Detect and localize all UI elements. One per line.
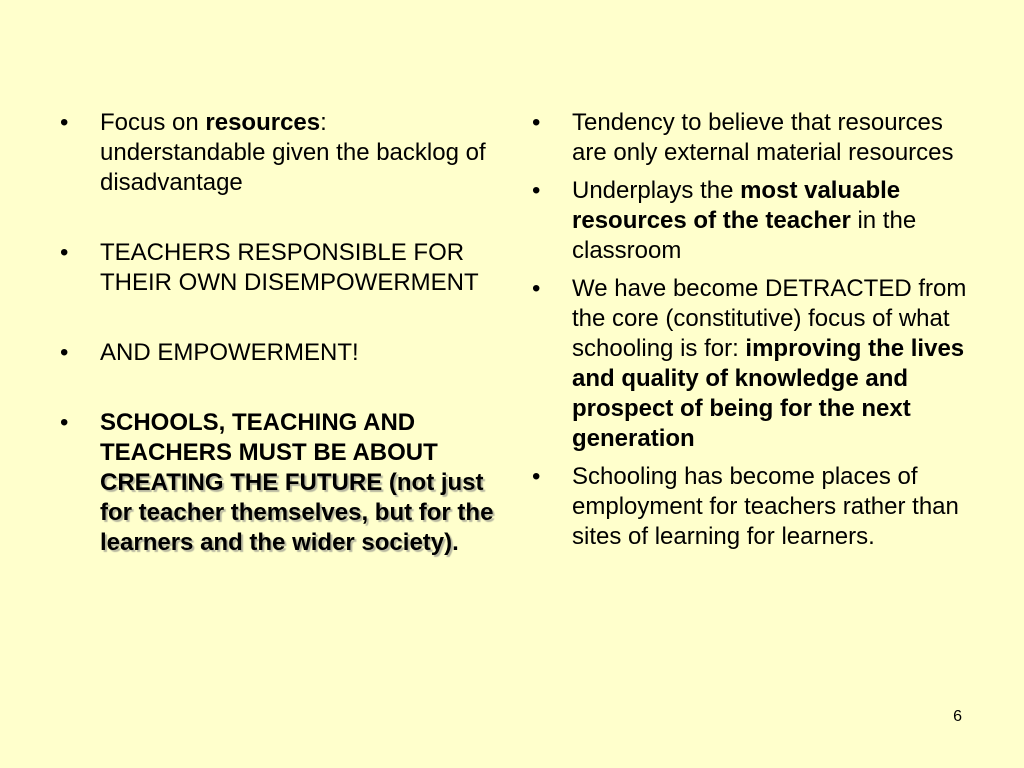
right-bullet-item — [530, 108, 970, 168]
left-column — [58, 108, 498, 598]
left-bullet-list — [58, 108, 498, 558]
left-bullet-item — [58, 238, 498, 298]
bullet-text-normal: Focus on — [100, 109, 206, 136]
bullet-text-bold: SCHOOLS, TEACHING AND TEACHERS MUST BE ABOUT — [100, 409, 438, 466]
right-bullet-list — [530, 108, 970, 552]
bullet-text-bold: improving the lives and quality of knowledge and prospect of being for the next generation — [572, 335, 965, 452]
bullet-icon: • — [532, 109, 541, 136]
bullet-icon: • — [532, 177, 541, 204]
bullet-text-normal: Underplays the — [572, 177, 741, 204]
left-bullet-item — [58, 408, 498, 558]
bullet-text-normal: in the classroom — [572, 207, 917, 264]
bullet-icon: • — [532, 463, 541, 490]
bullet-icon: • — [60, 109, 69, 136]
right-bullet-item — [530, 462, 970, 552]
bullet-text-bold-shadow: CREATING THE FUTURE (not just for teacher themselves, but for the learners and the wider society) — [100, 469, 494, 556]
bullet-icon: • — [532, 275, 541, 302]
bullet-text-bold: most valuable resources of the teacher — [572, 177, 901, 234]
right-bullet-item — [530, 274, 970, 454]
bullet-text-normal: Schooling has become places of employment for teachers rather than sites of learning for learners. — [572, 463, 959, 550]
bullet-text-normal: TEACHERS RESPONSIBLE FOR THEIR OWN DISEMPOWERMENT — [100, 239, 479, 296]
bullet-icon: • — [60, 239, 69, 266]
bullet-text-bold: resources — [205, 109, 321, 136]
bullet-text-bold: . — [452, 529, 459, 556]
page-number: 6 — [953, 708, 962, 725]
right-bullet-item — [530, 176, 970, 266]
bullet-text-normal: Tendency to believe that resources are only external material resources — [572, 109, 954, 166]
bullet-text-normal: AND EMPOWERMENT! — [100, 339, 359, 366]
bullet-icon: • — [60, 409, 69, 436]
right-column — [530, 108, 970, 560]
bullet-icon: • — [60, 339, 69, 366]
left-bullet-item — [58, 338, 498, 368]
left-bullet-item — [58, 108, 498, 198]
bullet-text-normal: We have become DETRACTED from the core (constitutive) focus of what schooling is for: — [572, 275, 967, 362]
bullet-text-normal: : understandable given the backlog of disadvantage — [100, 109, 486, 196]
